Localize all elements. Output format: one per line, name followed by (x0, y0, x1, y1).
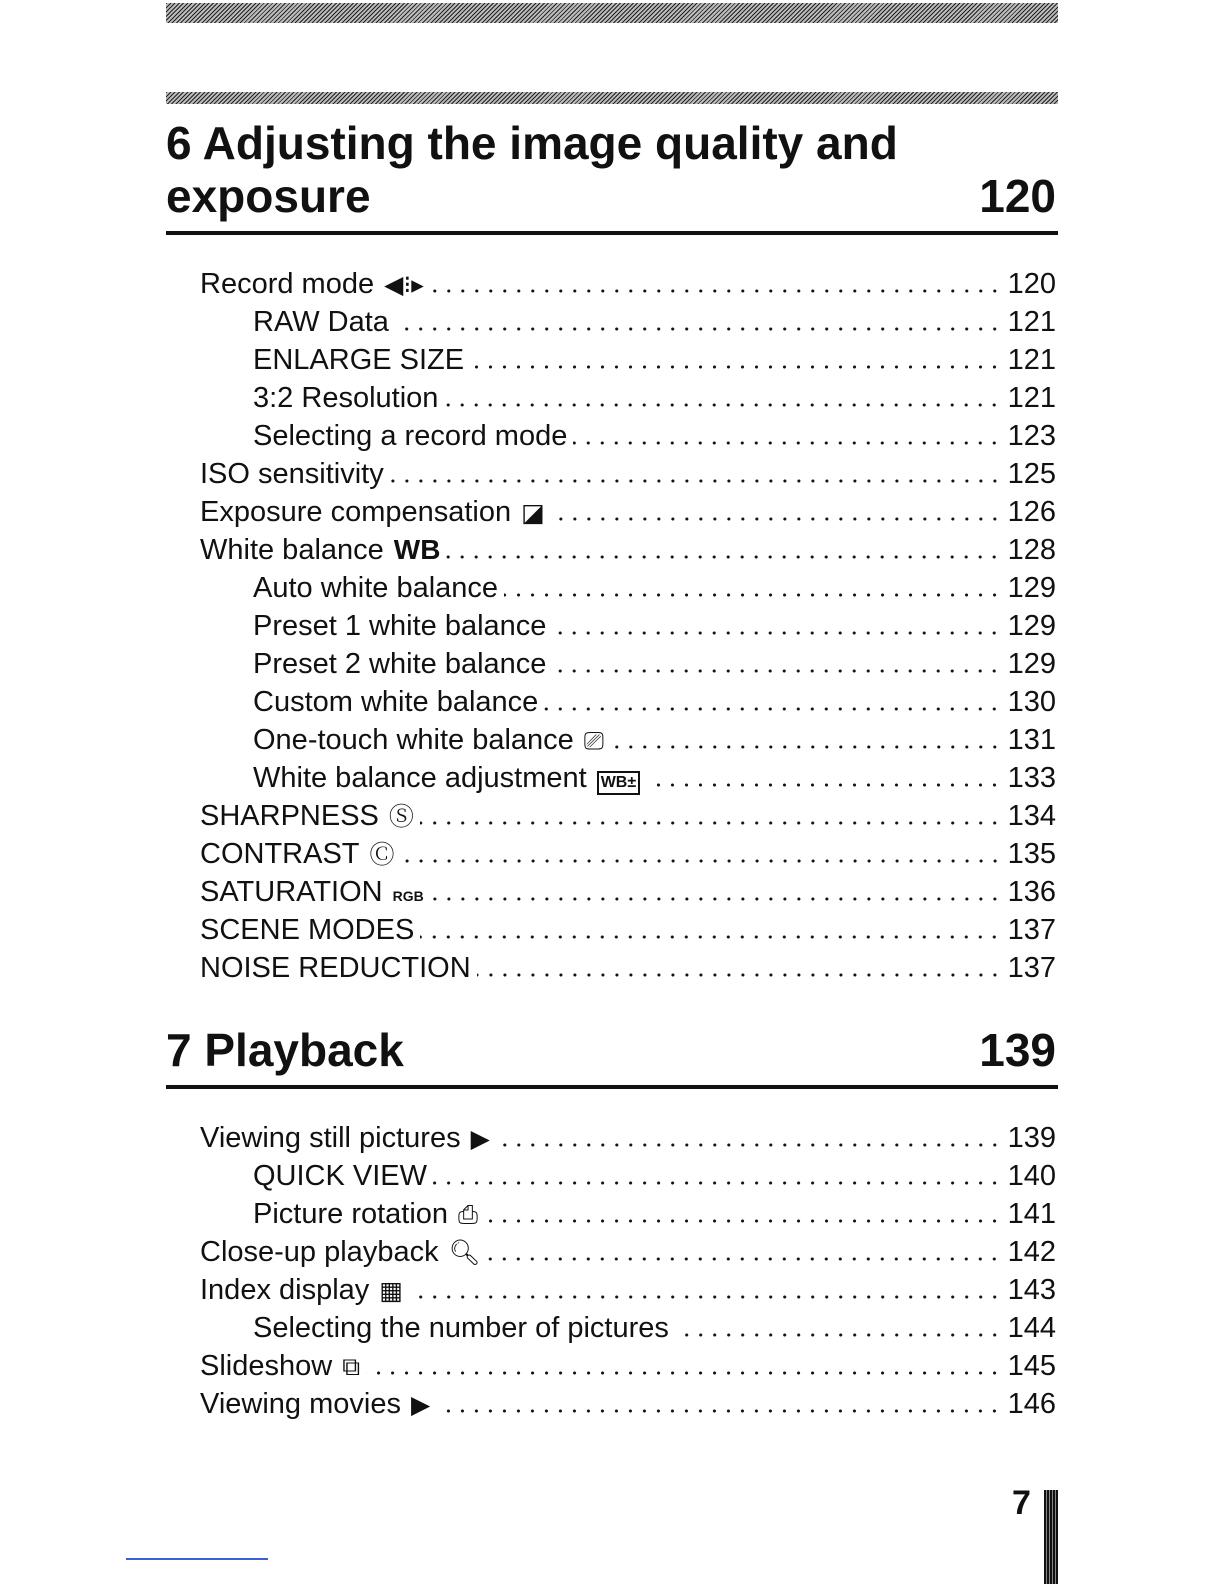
toc-entry-page: 121 (1007, 382, 1056, 414)
dot-leader (610, 745, 1002, 749)
toc-entry[interactable] (166, 493, 1058, 531)
toc-entry-label: ENLARGE SIZE (253, 344, 465, 376)
toc-entry[interactable] (166, 835, 1058, 873)
toc-entry[interactable] (166, 1233, 1058, 1271)
toc-entry-label: Selecting the number of pictures (253, 1312, 669, 1344)
dot-leader (430, 289, 1002, 293)
chapter-heading (166, 117, 1058, 223)
toc-entry-label: Preset 2 white balance (253, 648, 547, 680)
toc-entry[interactable] (166, 1157, 1058, 1195)
dot-leader (395, 327, 1002, 331)
toc-entry[interactable] (166, 645, 1058, 683)
contrast-icon: Ⓒ (369, 841, 395, 869)
wb-adjust-icon: WB± (597, 771, 640, 795)
toc-entry[interactable] (166, 1119, 1058, 1157)
toc-entry-label: Index display (200, 1274, 370, 1306)
toc-entry-page: 137 (1007, 952, 1056, 984)
toc-entry-page: 129 (1007, 572, 1056, 604)
slideshow-icon: ⧉ (342, 1353, 361, 1381)
toc-entry-page: 141 (1007, 1198, 1056, 1230)
toc-entry[interactable] (166, 759, 1058, 797)
toc-entry-page: 126 (1007, 496, 1056, 528)
chapter-page: 139 (979, 1024, 1056, 1076)
toc-entry[interactable] (166, 569, 1058, 607)
toc-entry-page: 134 (1007, 800, 1056, 832)
toc-entry[interactable] (166, 683, 1058, 721)
index-display-icon: ▦ (379, 1277, 403, 1305)
toc-entry[interactable] (166, 721, 1058, 759)
dot-leader (401, 859, 1002, 863)
toc-entry[interactable] (166, 341, 1058, 379)
toc-entry[interactable] (166, 455, 1058, 493)
toc-entry-label: RAW Data (253, 306, 389, 338)
toc-entry-label: Slideshow (200, 1350, 333, 1382)
toc-entry-label: Custom white balance (253, 686, 539, 718)
dot-leader (433, 1181, 1002, 1185)
toc-entry-label: Preset 1 white balance (253, 610, 547, 642)
chapter-title: 6 Adjusting the image quality and exposure (166, 117, 898, 222)
toc-entry-label: One-touch white balance (253, 724, 574, 756)
toc-entry-label: Auto white balance (253, 572, 499, 604)
dot-leader (444, 403, 1001, 407)
toc-entry-label: White balance adjustment (253, 762, 587, 794)
dot-leader (573, 441, 1001, 445)
playback-icon: ▶ (470, 1125, 490, 1153)
toc-entry-page: 123 (1007, 420, 1056, 452)
white-balance-icon: WB (393, 534, 441, 565)
toc-entry[interactable] (166, 1195, 1058, 1233)
toc-entry-label: Picture rotation (253, 1198, 449, 1230)
toc-entry[interactable] (166, 303, 1058, 341)
rotation-icon: ⎙ (458, 1201, 479, 1229)
toc-entry-page: 143 (1007, 1274, 1056, 1306)
dot-leader (390, 479, 1002, 483)
toc-entry-page: 121 (1007, 306, 1056, 338)
toc-entry-page: 129 (1007, 610, 1056, 642)
toc-entry-page: 142 (1007, 1236, 1056, 1268)
toc-entry-page: 144 (1007, 1312, 1056, 1344)
toc-entry-label: QUICK VIEW (253, 1160, 428, 1192)
toc-entry-page: 145 (1007, 1350, 1056, 1382)
dot-leader (504, 593, 1002, 597)
dot-leader (646, 783, 1001, 787)
toc-entry-label: Exposure compensation (200, 496, 512, 528)
toc-entry-page: 135 (1007, 838, 1056, 870)
dot-leader (484, 1219, 1002, 1223)
toc-entry[interactable] (166, 265, 1058, 303)
toc-entry-label: SCENE MODES (200, 914, 415, 946)
dot-leader (430, 897, 1002, 901)
dot-leader (551, 517, 1002, 521)
toc-entry-page: 131 (1007, 724, 1056, 756)
dot-leader (366, 1371, 1002, 1375)
toc-entry-page: 130 (1007, 686, 1056, 718)
toc-entry-page: 139 (1007, 1122, 1056, 1154)
toc-entry-page: 146 (1007, 1388, 1056, 1420)
toc-entry-page: 128 (1007, 534, 1056, 566)
toc-entry-label: Close-up playback (200, 1236, 439, 1268)
toc-entry[interactable] (166, 1385, 1058, 1423)
toc-entry[interactable] (166, 379, 1058, 417)
toc-entry[interactable] (166, 531, 1058, 569)
dot-leader (446, 555, 1001, 559)
dot-leader (552, 631, 1001, 635)
toc-entry[interactable] (166, 797, 1058, 835)
chapter-heading (166, 1024, 1058, 1077)
toc-entry-page: 133 (1007, 762, 1056, 794)
dot-leader (477, 973, 1002, 977)
toc-entry[interactable] (166, 1309, 1058, 1347)
toc-entry-page: 125 (1007, 458, 1056, 490)
saturation-icon: RGB (392, 888, 424, 904)
dot-leader (436, 1409, 1001, 1413)
exposure-compensation-icon: ◪ (521, 499, 545, 527)
toc-entry-label: Viewing movies (200, 1388, 401, 1420)
chapter-page: 120 (979, 170, 1056, 222)
one-touch-wb-icon: ⎚ (583, 727, 604, 755)
chapter-title: 7 Playback (166, 1024, 404, 1076)
movie-playback-icon: ▶ (410, 1391, 431, 1419)
dot-leader (552, 669, 1001, 673)
bottom-link-rule (126, 1558, 268, 1560)
dot-leader (544, 707, 1001, 711)
toc-entry-page: 129 (1007, 648, 1056, 680)
toc-entry[interactable] (166, 417, 1058, 455)
dot-leader (420, 935, 1001, 939)
toc-entry[interactable] (166, 607, 1058, 645)
toc-entry-page: 136 (1007, 876, 1056, 908)
dot-leader (420, 821, 1002, 825)
page-number: 7 (1012, 1484, 1031, 1522)
toc-list (166, 265, 1058, 987)
toc-entry-label: 3:2 Resolution (253, 382, 439, 414)
toc-entry-page: 120 (1007, 268, 1056, 300)
toc-entry[interactable] (166, 873, 1058, 911)
chapter-rule (166, 231, 1058, 235)
toc-list (166, 1119, 1058, 1423)
edge-tab-bar (1044, 1490, 1058, 1584)
toc-entry-label: NOISE REDUCTION (200, 952, 471, 984)
sharpness-icon: Ⓢ (388, 803, 414, 831)
dot-leader (470, 365, 1001, 369)
dot-leader (409, 1295, 1002, 1299)
section-hatch-bar (166, 92, 1058, 104)
toc-entry[interactable] (166, 949, 1058, 987)
toc-entry[interactable] (166, 911, 1058, 949)
dot-leader (496, 1143, 1002, 1147)
toc-entry-label: Record mode (200, 268, 375, 300)
toc-entry-page: 140 (1007, 1160, 1056, 1192)
chapter-7 (166, 1024, 1058, 1423)
toc-entry-page: 137 (1007, 914, 1056, 946)
toc-entry-label: CONTRAST (200, 838, 360, 870)
dot-leader (486, 1257, 1001, 1261)
chapter-rule (166, 1085, 1058, 1089)
toc-entry-label: Viewing still pictures (200, 1122, 461, 1154)
toc-entry[interactable] (166, 1347, 1058, 1385)
toc-entry-label: ISO sensitivity (200, 458, 384, 490)
toc-entry-label: SHARPNESS (200, 800, 379, 832)
header-hatch-bar (166, 3, 1058, 23)
magnify-icon: 🔍︎ (448, 1239, 481, 1267)
toc-entry[interactable] (166, 1271, 1058, 1309)
record-mode-icon: ◀⁝▸ (384, 271, 424, 299)
dot-leader (675, 1333, 1002, 1337)
toc-entry-label: White balance (200, 534, 384, 566)
toc-entry-page: 121 (1007, 344, 1056, 376)
toc-entry-label: SATURATION (200, 876, 383, 908)
toc-entry-label: Selecting a record mode (253, 420, 568, 452)
chapter-6 (166, 117, 1058, 987)
